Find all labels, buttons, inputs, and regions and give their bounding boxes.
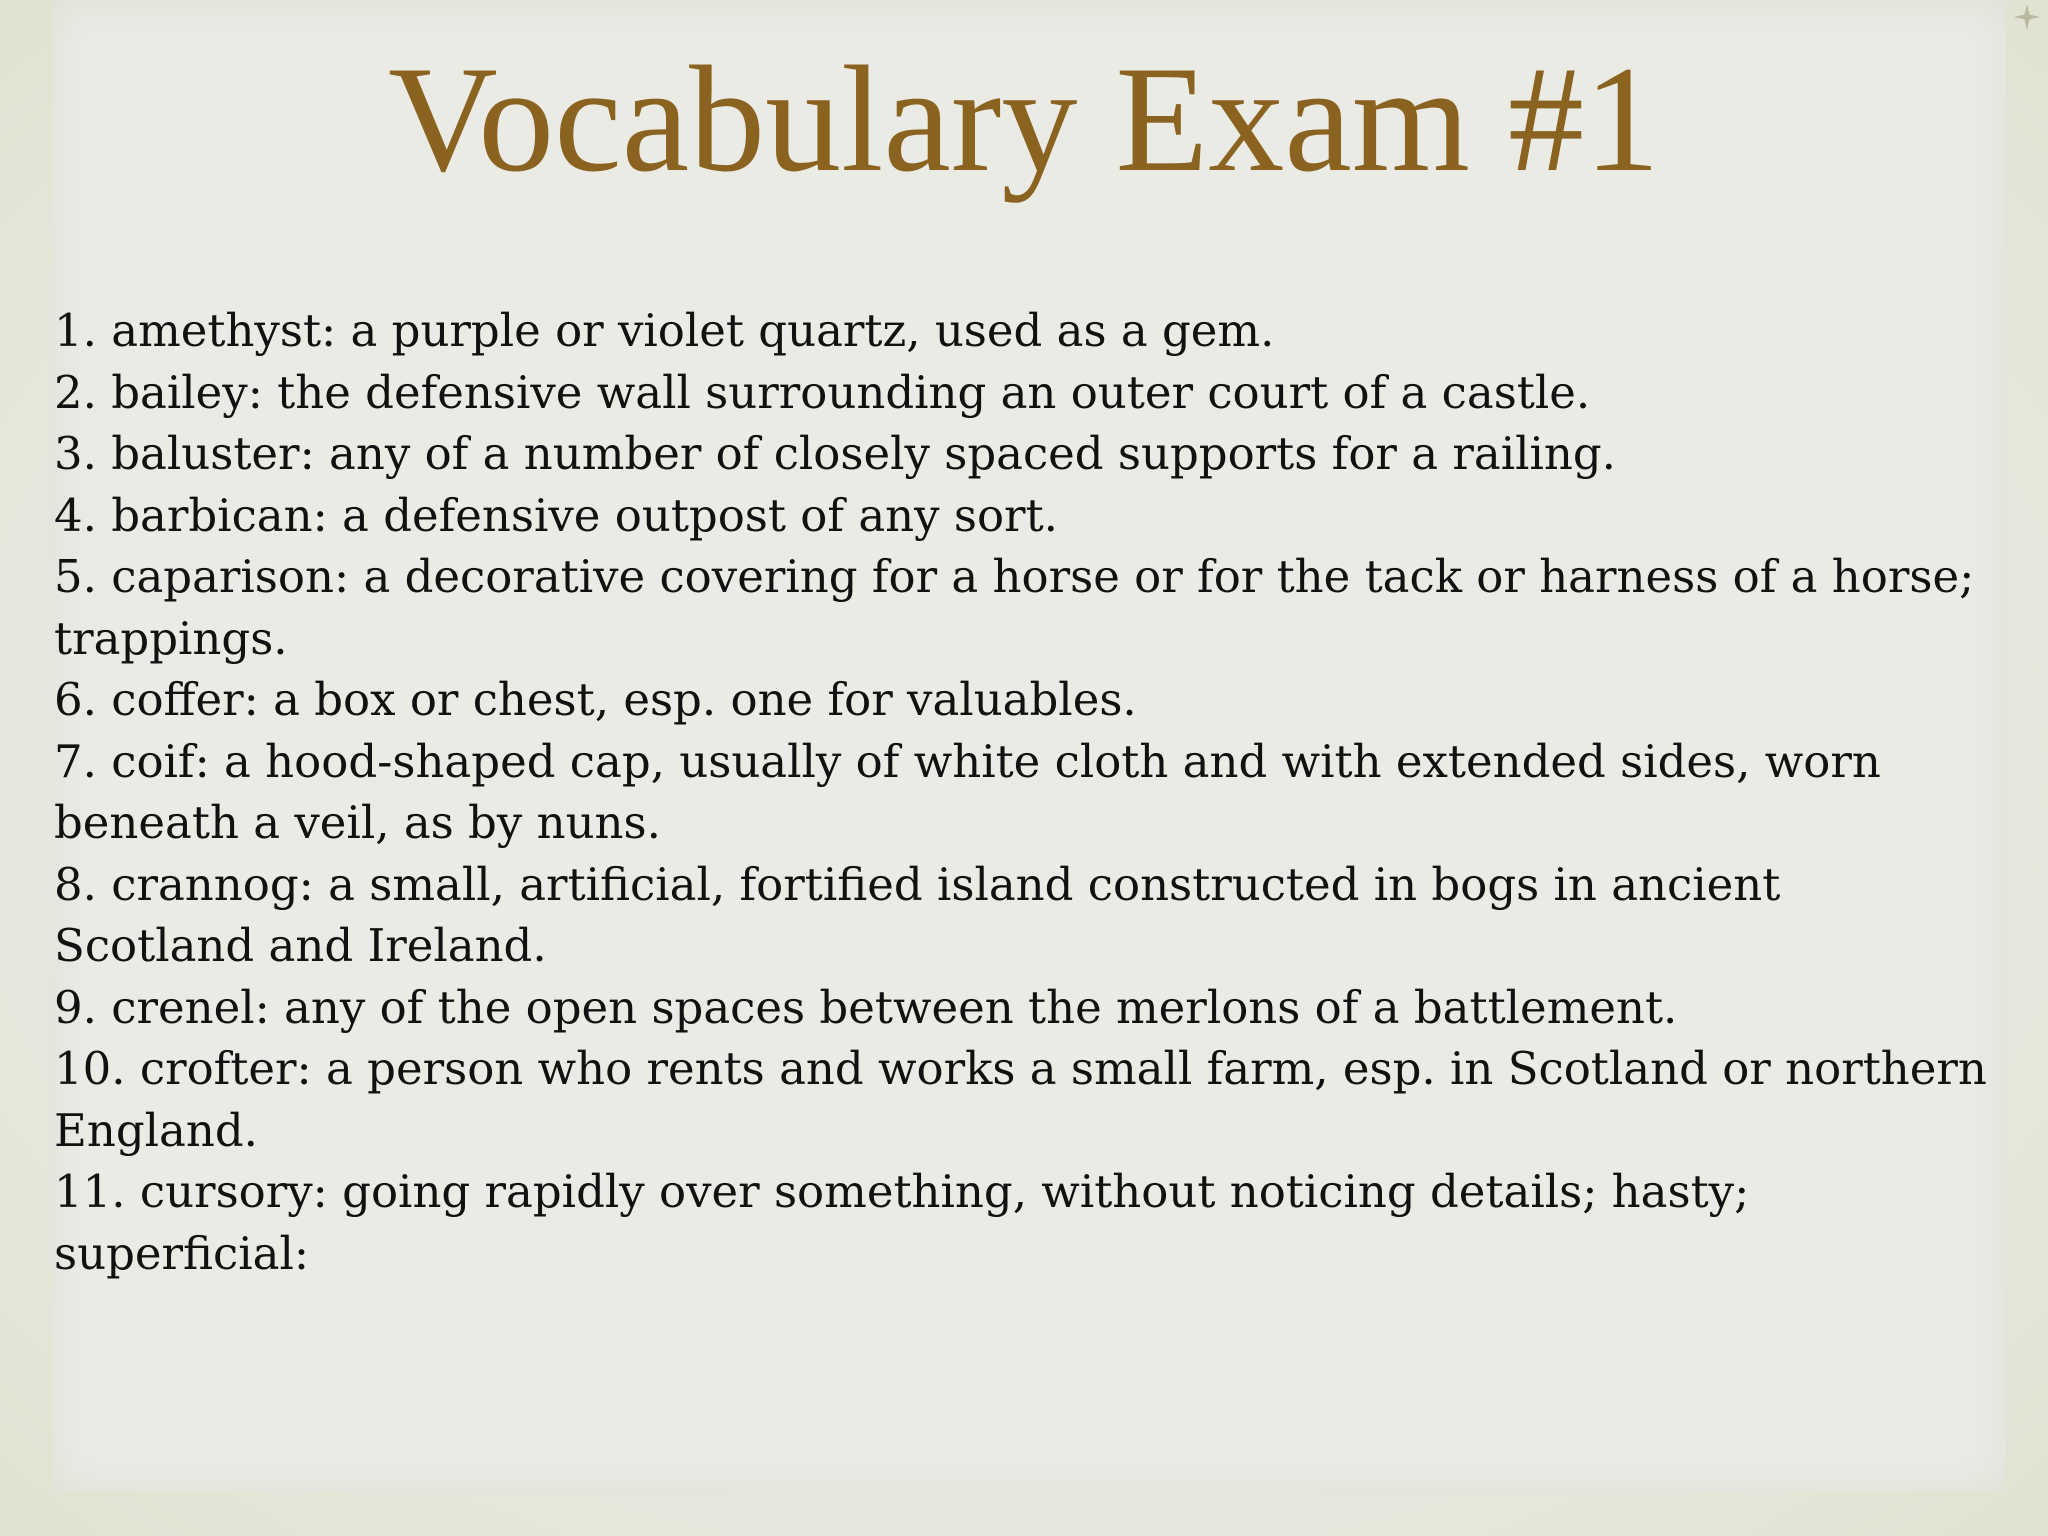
vocab-entry: 7. coif: a hood-shaped cap, usually of white cloth and with extended sides, worn beneath a veil, as by nuns. — [54, 734, 1881, 849]
vocab-entry: 2. bailey: the defensive wall surrounding an outer court of a castle. — [54, 365, 1591, 419]
vocab-entry: 5. caparison: a decorative covering for a horse or for the tack or harness of a horse; trappings. — [54, 550, 1975, 665]
vocab-entry: 4. barbican: a defensive outpost of any sort. — [54, 488, 1058, 542]
vocab-entry: 1. amethyst: a purple or violet quartz, used as a gem. — [54, 304, 1275, 357]
vocab-entry: 10. crofter: a person who rents and works a small farm, esp. in Scotland or northern England. — [54, 1042, 1987, 1157]
vocab-entry: 8. crannog: a small, artificial, fortified island constructed in bogs in ancient Scotland and Ireland. — [54, 857, 1781, 972]
vocabulary-list — [54, 300, 1994, 1284]
vocab-entry: 6. coffer: a box or chest, esp. one for valuables. — [54, 673, 1137, 726]
vocab-entry: 11. cursory: going rapidly over something, without noticing details; hasty; superficial: — [54, 1165, 1750, 1280]
slide-title: Vocabulary Exam #1 — [388, 35, 1660, 203]
vocab-entry: 9. crenel: any of the open spaces between the merlons of a battlement. — [54, 980, 1678, 1034]
vocab-entry: 3. baluster: any of a number of closely spaced supports for a railing. — [54, 427, 1616, 480]
four-point-star-icon — [2014, 4, 2040, 30]
